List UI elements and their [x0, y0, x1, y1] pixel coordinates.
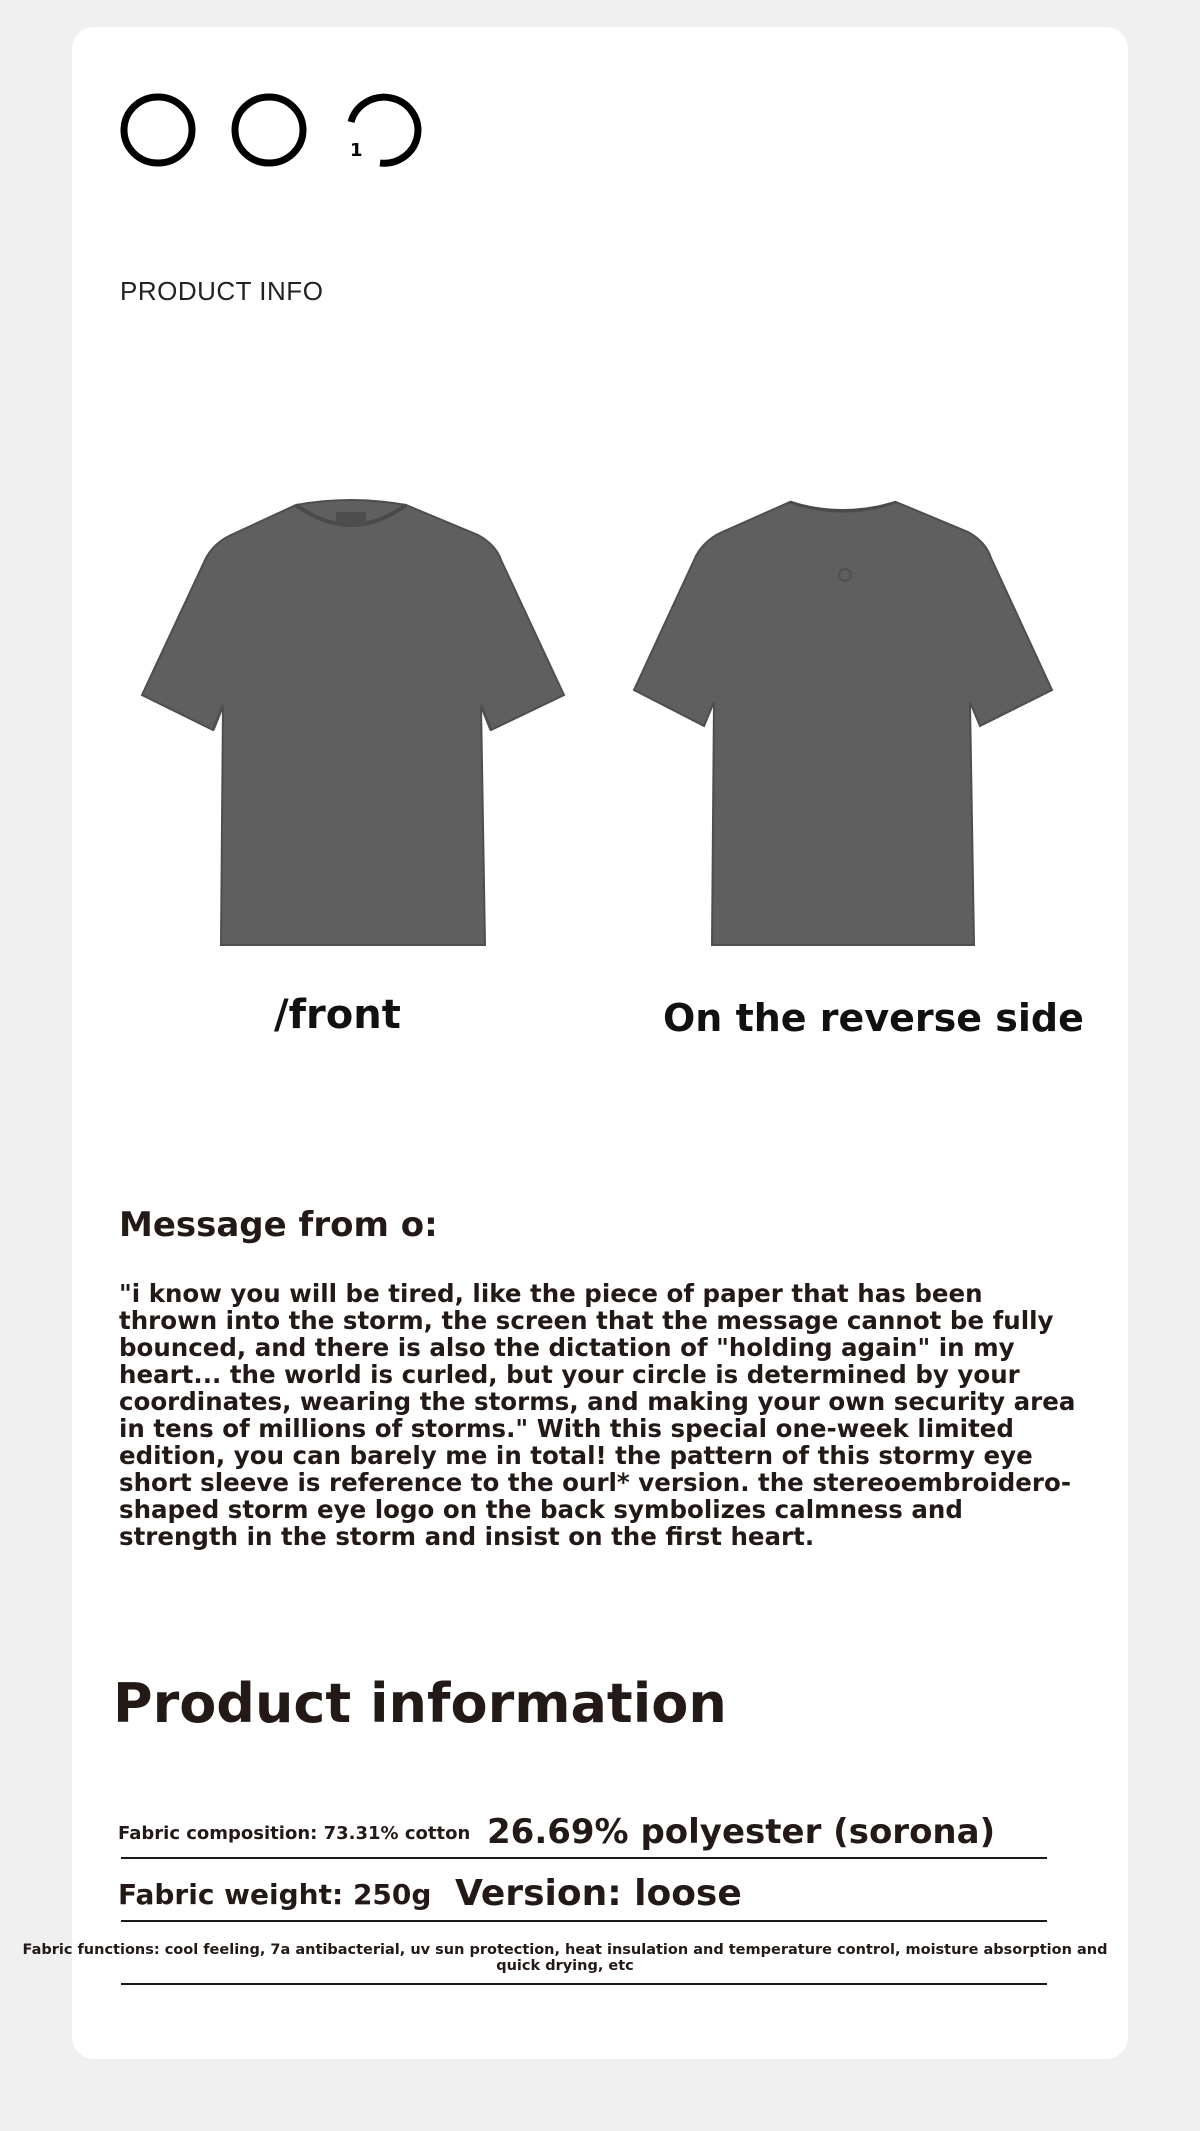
- message-body: "i know you will be tired, like the piece of paper that has been thrown into the storm, the screen that the message cannot be fully bounced, and there is also the dictation of "holding again" in my heart... the world is curled, but your circle is determined by your coordinates, wearing the storms, and making your own security area in tens of millions of storms." With this special one-week limited edition, you can barely me in total! the pattern of this stormy eye short sleeve is reference to the ourl* version. the stereoembroidero-shaped storm eye logo on the back symbolizes calmness and strength in the storm and insist on the first heart.: [119, 1279, 1076, 1551]
- tshirt-back-image: [628, 490, 1068, 960]
- fabric-weight: Fabric weight: 250g: [118, 1878, 432, 1911]
- tshirt-front-image: [136, 490, 576, 960]
- version-value: Version: loose: [455, 1873, 742, 1914]
- product-card: [72, 27, 1128, 2059]
- back-caption: On the reverse side: [663, 996, 1084, 1040]
- brand-logo: [118, 88, 424, 172]
- fabric-composition-value: 26.69% polyester (sorona): [487, 1812, 996, 1852]
- fabric-composition-label: Fabric composition: 73.31% cotton: [118, 1823, 471, 1844]
- logo-circle-2: [235, 97, 303, 163]
- product-information-heading: Product information: [113, 1672, 727, 1735]
- logo-circle-1: [124, 97, 192, 163]
- product-info-label: PRODUCT INFO: [120, 276, 324, 306]
- divider-line: [121, 1983, 1047, 1985]
- front-caption: /front: [274, 992, 401, 1038]
- divider-line: [121, 1857, 1047, 1859]
- logo-mark: 1: [350, 140, 363, 161]
- divider-line: [121, 1920, 1047, 1922]
- fabric-functions: Fabric functions: cool feeling, 7a antibacterial, uv sun protection, heat insulation and temperature control, moisture absorption and quick drying, etc: [22, 1942, 1108, 1974]
- message-heading: Message from o:: [119, 1205, 438, 1245]
